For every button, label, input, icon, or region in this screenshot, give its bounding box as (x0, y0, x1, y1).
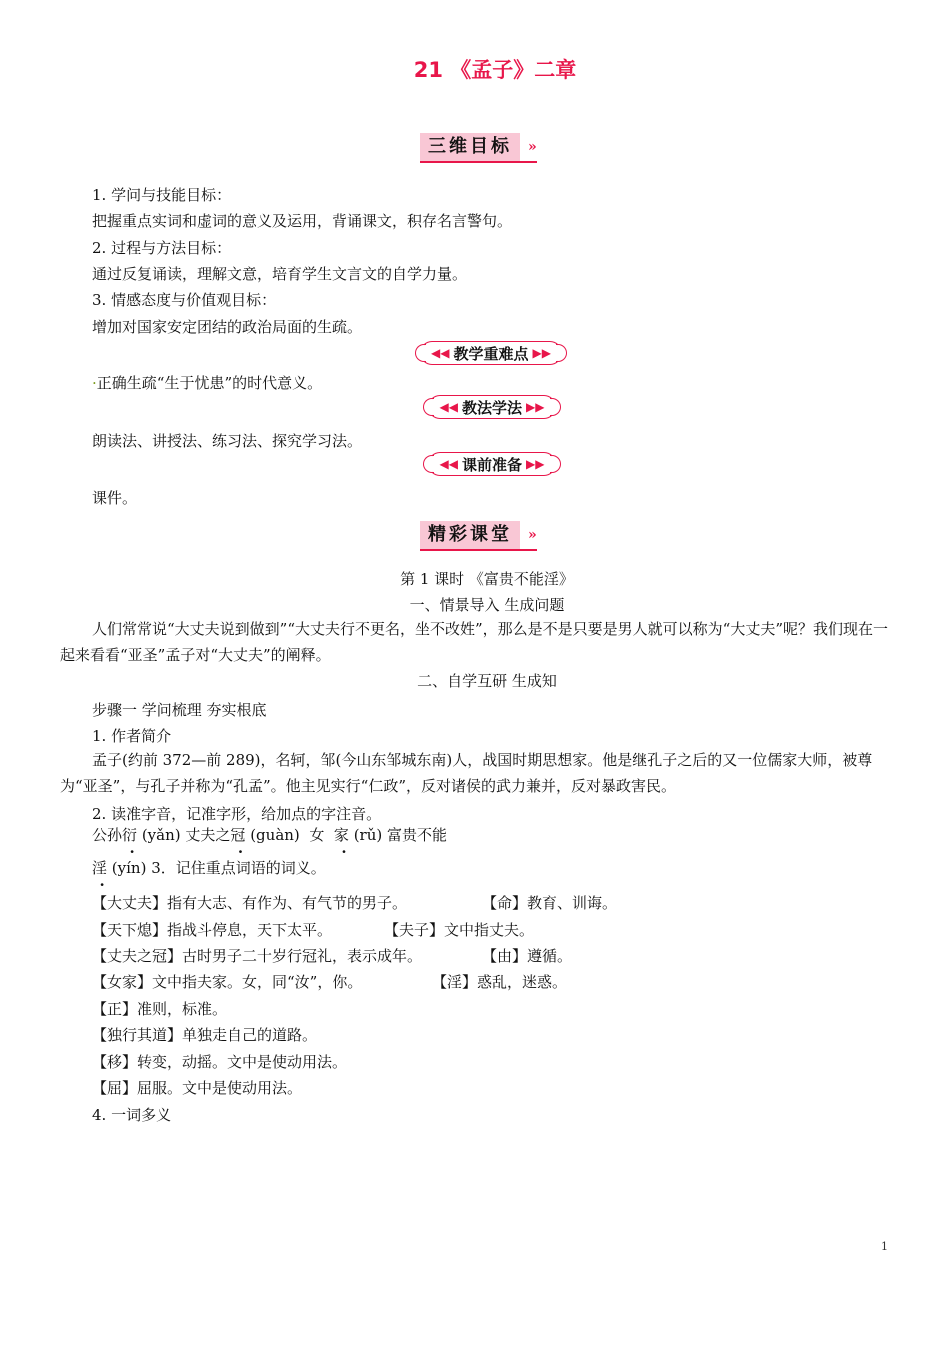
vocab-row (92, 919, 535, 940)
vocab-row: 【屈】屈服。文中是使动用法。 (92, 1079, 303, 1097)
key-points-text (92, 372, 322, 393)
pinyin: (yǎn) (141, 826, 181, 844)
vocab-row (92, 892, 618, 913)
word-text: 富贵不能 (387, 826, 448, 844)
dotted-char: 冠 (230, 826, 246, 844)
key-points-badge-label: 教学重难点 (453, 344, 529, 363)
methods-badge-label: 教法学法 (461, 398, 522, 417)
goals-badge-label: 三维目标 (420, 133, 520, 161)
right-arrow-icon: ▶▶ (532, 346, 551, 360)
author-heading: 1. 作者简介 (92, 727, 172, 745)
pinyin: (rǔ) (353, 826, 383, 844)
dotted-char: 家 (333, 826, 349, 844)
goal-2-body: 通过反复诵读，理解文意，培育学生文言文的自学力量。 (92, 265, 468, 283)
prep-text: 课件。 (92, 489, 138, 507)
vocab-heading: 3．记住重点词语的词义。 (151, 859, 326, 877)
goal-1-heading: 1. 学问与技能目标： (92, 186, 232, 204)
pinyin: (yín) (111, 859, 147, 877)
dotted-char: 衍 (122, 826, 138, 844)
pronunciation-line-1 (92, 824, 447, 845)
vocab-row: 【独行其道】单独走自己的道路。 (92, 1026, 318, 1044)
vocab-row: 【正】准则，标准。 (92, 1000, 228, 1018)
vocab-term: 【由】遵循。 (482, 947, 573, 965)
double-arrow-icon: » (528, 527, 537, 543)
section-1-heading: 一、情景导入 生成问题 (409, 596, 565, 614)
polysemy-heading: 4. 一词多义 (92, 1106, 172, 1124)
word-text: 女 (309, 826, 325, 844)
classroom-badge-label: 精彩课堂 (420, 521, 520, 549)
goal-3-heading: 3. 情感态度与价值观目标： (92, 291, 277, 309)
vocab-row (92, 971, 568, 992)
step-1-heading: 步骤一 学问梳理 夯实根底 (92, 701, 267, 719)
bullet-dot-icon: · (92, 374, 97, 392)
dotted-char: 淫 (92, 859, 108, 877)
pinyin: (guàn) (250, 826, 300, 844)
double-arrow-icon: » (528, 139, 537, 155)
word-text: 公孙 (92, 826, 123, 844)
left-arrow-icon: ◀◀ (439, 400, 458, 414)
vocab-row: 【移】转变，动摇。文中是使动用法。 (92, 1053, 348, 1071)
page-number: 1 (881, 1240, 888, 1253)
vocab-term: 【天下熄】指战斗停息，天下太平。 (92, 921, 333, 939)
right-arrow-icon: ▶▶ (526, 457, 545, 471)
intro-paragraph: 人们常常说“大丈夫说到做到”“大丈夫行不更名，坐不改姓”，那么是不是只要是男人就可以称为“大丈夫”呢？我们现在一起来看看“亚圣”孟子对“大丈夫”的阐释。 (60, 620, 889, 664)
author-paragraph: 孟子(约前 372—前 289)，名轲，邹(今山东邹城东南)人，战国时期思想家。他是继孔子之后的又一位儒家大师，被尊为“亚圣”，与孔子并称为“孔孟”。他主见实行“仁政”，反对诸侯的武力兼并，反对暴政害民。 (60, 751, 873, 795)
goal-1-body: 把握重点实词和虚词的意义及运用，背诵课文，积存名言警句。 (92, 212, 513, 230)
pronunciation-line-2 (92, 857, 326, 878)
pronunciation-heading: 2. 读准字音，记准字形，给加点的字注音。 (92, 805, 382, 823)
vocab-row (92, 945, 573, 966)
left-arrow-icon: ◀◀ (439, 457, 458, 471)
goals-badge (420, 133, 537, 163)
document-title: 21 《孟子》二章 (413, 58, 577, 82)
right-arrow-icon: ▶▶ (526, 400, 545, 414)
methods-badge (428, 395, 556, 419)
vocab-term: 【夫子】文中指丈夫。 (384, 921, 535, 939)
lesson-heading: 第 1 课时 《富贵不能淫》 (400, 570, 574, 588)
vocab-term: 【大丈夫】指有大志、有作为、有气节的男子。 (92, 894, 408, 912)
prep-badge-label: 课前准备 (461, 455, 522, 474)
vocab-term: 【女家】文中指夫家。女，同“汝”，你。 (92, 973, 363, 991)
classroom-badge (420, 521, 537, 551)
key-points-badge (420, 341, 562, 365)
vocab-term: 【淫】惑乱，迷惑。 (432, 973, 568, 991)
left-arrow-icon: ◀◀ (431, 346, 450, 360)
key-points-body: 正确生疏“生于忧患”的时代意义。 (96, 374, 323, 392)
goal-3-body: 增加对国家安定团结的政治局面的生疏。 (92, 318, 363, 336)
word-text: 丈夫之 (185, 826, 231, 844)
section-2-heading: 二、自学互研 生成知 (417, 672, 557, 690)
prep-badge (428, 452, 556, 476)
methods-text: 朗读法、讲授法、练习法、探究学习法。 (92, 432, 363, 450)
vocab-term: 【命】教育、训诲。 (482, 894, 618, 912)
vocab-term: 【丈夫之冠】古时男子二十岁行冠礼，表示成年。 (92, 947, 423, 965)
goal-2-heading: 2. 过程与方法目标： (92, 239, 232, 257)
